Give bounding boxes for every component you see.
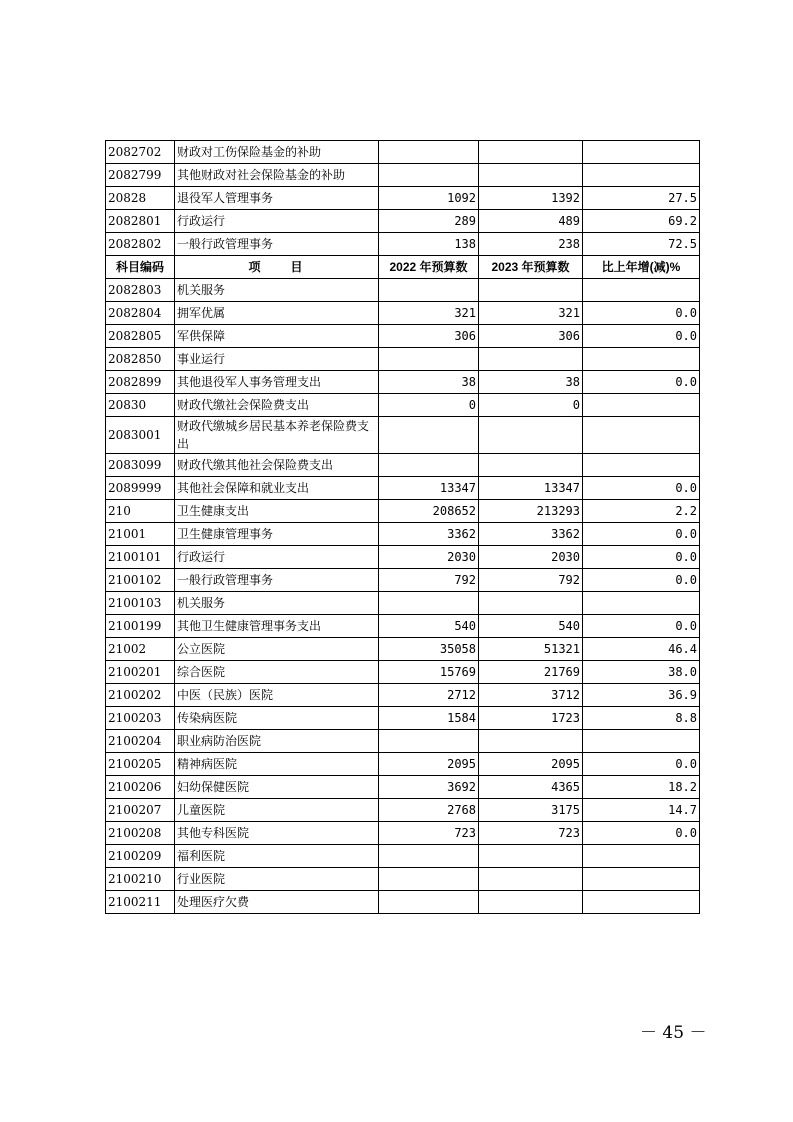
value-2022-cell — [379, 845, 479, 868]
value-2022-cell: 792 — [379, 569, 479, 592]
code-cell: 210 — [106, 500, 175, 523]
value-2023-cell: 213293 — [479, 500, 583, 523]
name-cell: 其他社会保障和就业支出 — [175, 477, 379, 500]
code-cell: 20830 — [106, 394, 175, 417]
table-row — [106, 477, 700, 500]
value-2023-cell: 540 — [479, 615, 583, 638]
code-cell: 2100208 — [106, 822, 175, 845]
change-pct-cell — [583, 164, 700, 187]
code-cell: 2100101 — [106, 546, 175, 569]
code-cell: 科目编码 — [106, 256, 175, 279]
table-row — [106, 394, 700, 417]
value-2022-cell: 2095 — [379, 753, 479, 776]
table-row — [106, 707, 700, 730]
change-pct-cell: 36.9 — [583, 684, 700, 707]
table-row — [106, 233, 700, 256]
table-row — [106, 141, 700, 164]
name-cell: 其他退役军人事务管理支出 — [175, 371, 379, 394]
name-cell: 中医（民族）医院 — [175, 684, 379, 707]
value-2023-cell: 38 — [479, 371, 583, 394]
name-cell: 军供保障 — [175, 325, 379, 348]
change-pct-cell: 2.2 — [583, 500, 700, 523]
change-pct-cell — [583, 891, 700, 914]
code-cell: 2082702 — [106, 141, 175, 164]
code-cell: 2100201 — [106, 661, 175, 684]
value-2022-cell — [379, 279, 479, 302]
table-row — [106, 500, 700, 523]
value-2022-cell: 35058 — [379, 638, 479, 661]
name-cell: 一般行政管理事务 — [175, 569, 379, 592]
value-2023-cell: 1723 — [479, 707, 583, 730]
value-2023-cell: 13347 — [479, 477, 583, 500]
name-cell: 妇幼保健医院 — [175, 776, 379, 799]
change-pct-cell: 0.0 — [583, 302, 700, 325]
change-pct-cell: 18.2 — [583, 776, 700, 799]
value-2022-cell — [379, 348, 479, 371]
table-header-row — [106, 256, 700, 279]
change-pct-cell: 0.0 — [583, 325, 700, 348]
value-2023-cell — [479, 164, 583, 187]
table-row — [106, 417, 700, 454]
table-row — [106, 302, 700, 325]
name-cell: 卫生健康管理事务 — [175, 523, 379, 546]
value-2022-cell: 38 — [379, 371, 479, 394]
change-pct-cell: 0.0 — [583, 822, 700, 845]
value-2022-cell — [379, 592, 479, 615]
name-cell: 拥军优属 — [175, 302, 379, 325]
change-pct-cell — [583, 417, 700, 454]
value-2022-cell: 208652 — [379, 500, 479, 523]
value-2022-cell: 138 — [379, 233, 479, 256]
value-2023-cell: 238 — [479, 233, 583, 256]
name-cell: 传染病医院 — [175, 707, 379, 730]
code-cell: 21001 — [106, 523, 175, 546]
value-2023-cell: 51321 — [479, 638, 583, 661]
value-2022-cell: 306 — [379, 325, 479, 348]
budget-table — [105, 140, 700, 914]
name-cell: 财政对工伤保险基金的补助 — [175, 141, 379, 164]
value-2022-cell — [379, 891, 479, 914]
table-row — [106, 822, 700, 845]
code-cell: 2100205 — [106, 753, 175, 776]
name-cell: 项 目 — [175, 256, 379, 279]
value-2023-cell: 3712 — [479, 684, 583, 707]
table-body — [106, 141, 700, 914]
value-2023-cell: 792 — [479, 569, 583, 592]
change-pct-cell: 46.4 — [583, 638, 700, 661]
table-row — [106, 187, 700, 210]
table-row — [106, 730, 700, 753]
change-pct-cell: 69.2 — [583, 210, 700, 233]
table-row — [106, 348, 700, 371]
change-pct-cell: 0.0 — [583, 546, 700, 569]
table-row — [106, 569, 700, 592]
value-2023-cell: 2023 年预算数 — [479, 256, 583, 279]
change-pct-cell — [583, 394, 700, 417]
value-2023-cell: 306 — [479, 325, 583, 348]
value-2022-cell: 2712 — [379, 684, 479, 707]
table-row — [106, 799, 700, 822]
value-2023-cell: 723 — [479, 822, 583, 845]
name-cell: 综合医院 — [175, 661, 379, 684]
value-2022-cell: 289 — [379, 210, 479, 233]
change-pct-cell: 72.5 — [583, 233, 700, 256]
change-pct-cell: 0.0 — [583, 753, 700, 776]
value-2022-cell: 15769 — [379, 661, 479, 684]
name-cell: 卫生健康支出 — [175, 500, 379, 523]
code-cell: 2100102 — [106, 569, 175, 592]
table-row — [106, 638, 700, 661]
name-cell: 其他财政对社会保险基金的补助 — [175, 164, 379, 187]
code-cell: 2100211 — [106, 891, 175, 914]
name-cell: 职业病防治医院 — [175, 730, 379, 753]
value-2023-cell: 321 — [479, 302, 583, 325]
code-cell: 2083099 — [106, 454, 175, 477]
change-pct-cell: 38.0 — [583, 661, 700, 684]
name-cell: 行政运行 — [175, 210, 379, 233]
value-2022-cell: 2768 — [379, 799, 479, 822]
name-cell: 儿童医院 — [175, 799, 379, 822]
code-cell: 2100204 — [106, 730, 175, 753]
value-2023-cell — [479, 141, 583, 164]
change-pct-cell — [583, 845, 700, 868]
value-2023-cell: 1392 — [479, 187, 583, 210]
code-cell: 2100199 — [106, 615, 175, 638]
code-cell: 2083001 — [106, 417, 175, 454]
code-cell: 2082850 — [106, 348, 175, 371]
name-cell: 其他卫生健康管理事务支出 — [175, 615, 379, 638]
code-cell: 21002 — [106, 638, 175, 661]
code-cell: 2082802 — [106, 233, 175, 256]
table-row — [106, 546, 700, 569]
value-2022-cell: 2022 年预算数 — [379, 256, 479, 279]
code-cell: 2082805 — [106, 325, 175, 348]
change-pct-cell: 0.0 — [583, 569, 700, 592]
table-row — [106, 523, 700, 546]
table-row — [106, 615, 700, 638]
table-row — [106, 684, 700, 707]
value-2023-cell — [479, 348, 583, 371]
code-cell: 2100207 — [106, 799, 175, 822]
change-pct-cell — [583, 730, 700, 753]
value-2023-cell — [479, 868, 583, 891]
change-pct-cell: 27.5 — [583, 187, 700, 210]
change-pct-cell: 14.7 — [583, 799, 700, 822]
code-cell: 2100202 — [106, 684, 175, 707]
name-cell: 财政代缴社会保险费支出 — [175, 394, 379, 417]
name-cell: 退役军人管理事务 — [175, 187, 379, 210]
table-row — [106, 891, 700, 914]
value-2022-cell: 321 — [379, 302, 479, 325]
value-2023-cell: 2095 — [479, 753, 583, 776]
value-2022-cell: 0 — [379, 394, 479, 417]
name-cell: 行政运行 — [175, 546, 379, 569]
change-pct-cell: 0.0 — [583, 523, 700, 546]
code-cell: 2089999 — [106, 477, 175, 500]
table-row — [106, 325, 700, 348]
change-pct-cell — [583, 592, 700, 615]
name-cell: 财政代缴城乡居民基本养老保险费支出 — [175, 417, 379, 454]
value-2022-cell — [379, 730, 479, 753]
name-cell: 福利医院 — [175, 845, 379, 868]
value-2022-cell: 1584 — [379, 707, 479, 730]
table-row — [106, 845, 700, 868]
value-2022-cell: 13347 — [379, 477, 479, 500]
code-cell: 2082799 — [106, 164, 175, 187]
value-2023-cell: 4365 — [479, 776, 583, 799]
name-cell: 一般行政管理事务 — [175, 233, 379, 256]
code-cell: 2082803 — [106, 279, 175, 302]
change-pct-cell: 0.0 — [583, 371, 700, 394]
value-2023-cell — [479, 891, 583, 914]
value-2023-cell: 2030 — [479, 546, 583, 569]
table-row — [106, 210, 700, 233]
value-2022-cell — [379, 454, 479, 477]
table-row — [106, 753, 700, 776]
code-cell: 2100209 — [106, 845, 175, 868]
code-cell: 20828 — [106, 187, 175, 210]
table-row — [106, 592, 700, 615]
name-cell: 其他专科医院 — [175, 822, 379, 845]
value-2022-cell — [379, 164, 479, 187]
code-cell: 2082899 — [106, 371, 175, 394]
value-2023-cell: 0 — [479, 394, 583, 417]
name-cell: 机关服务 — [175, 592, 379, 615]
name-cell: 事业运行 — [175, 348, 379, 371]
name-cell: 公立医院 — [175, 638, 379, 661]
change-pct-cell — [583, 141, 700, 164]
value-2022-cell: 540 — [379, 615, 479, 638]
value-2023-cell — [479, 730, 583, 753]
value-2022-cell: 3362 — [379, 523, 479, 546]
value-2023-cell — [479, 279, 583, 302]
code-cell: 2082801 — [106, 210, 175, 233]
value-2022-cell: 1092 — [379, 187, 479, 210]
value-2022-cell — [379, 417, 479, 454]
table-row — [106, 661, 700, 684]
value-2023-cell — [479, 417, 583, 454]
change-pct-cell — [583, 279, 700, 302]
page-number: － 45 － — [640, 1023, 707, 1043]
value-2023-cell: 3362 — [479, 523, 583, 546]
value-2022-cell — [379, 868, 479, 891]
value-2022-cell: 3692 — [379, 776, 479, 799]
table-row — [106, 164, 700, 187]
code-cell: 2100203 — [106, 707, 175, 730]
value-2023-cell — [479, 592, 583, 615]
name-cell: 处理医疗欠费 — [175, 891, 379, 914]
value-2023-cell: 489 — [479, 210, 583, 233]
name-cell: 精神病医院 — [175, 753, 379, 776]
table-row — [106, 868, 700, 891]
change-pct-cell: 0.0 — [583, 615, 700, 638]
table-row — [106, 279, 700, 302]
table-row — [106, 776, 700, 799]
change-pct-cell: 0.0 — [583, 477, 700, 500]
change-pct-cell — [583, 868, 700, 891]
value-2023-cell: 3175 — [479, 799, 583, 822]
name-cell: 行业医院 — [175, 868, 379, 891]
change-pct-cell: 比上年增(减)% — [583, 256, 700, 279]
value-2023-cell: 21769 — [479, 661, 583, 684]
table-row — [106, 454, 700, 477]
code-cell: 2100103 — [106, 592, 175, 615]
change-pct-cell: 8.8 — [583, 707, 700, 730]
value-2022-cell: 723 — [379, 822, 479, 845]
code-cell: 2100206 — [106, 776, 175, 799]
name-cell: 财政代缴其他社会保险费支出 — [175, 454, 379, 477]
code-cell: 2082804 — [106, 302, 175, 325]
table-row — [106, 371, 700, 394]
code-cell: 2100210 — [106, 868, 175, 891]
change-pct-cell — [583, 348, 700, 371]
value-2022-cell: 2030 — [379, 546, 479, 569]
name-cell: 机关服务 — [175, 279, 379, 302]
value-2023-cell — [479, 845, 583, 868]
change-pct-cell — [583, 454, 700, 477]
value-2023-cell — [479, 454, 583, 477]
value-2022-cell — [379, 141, 479, 164]
